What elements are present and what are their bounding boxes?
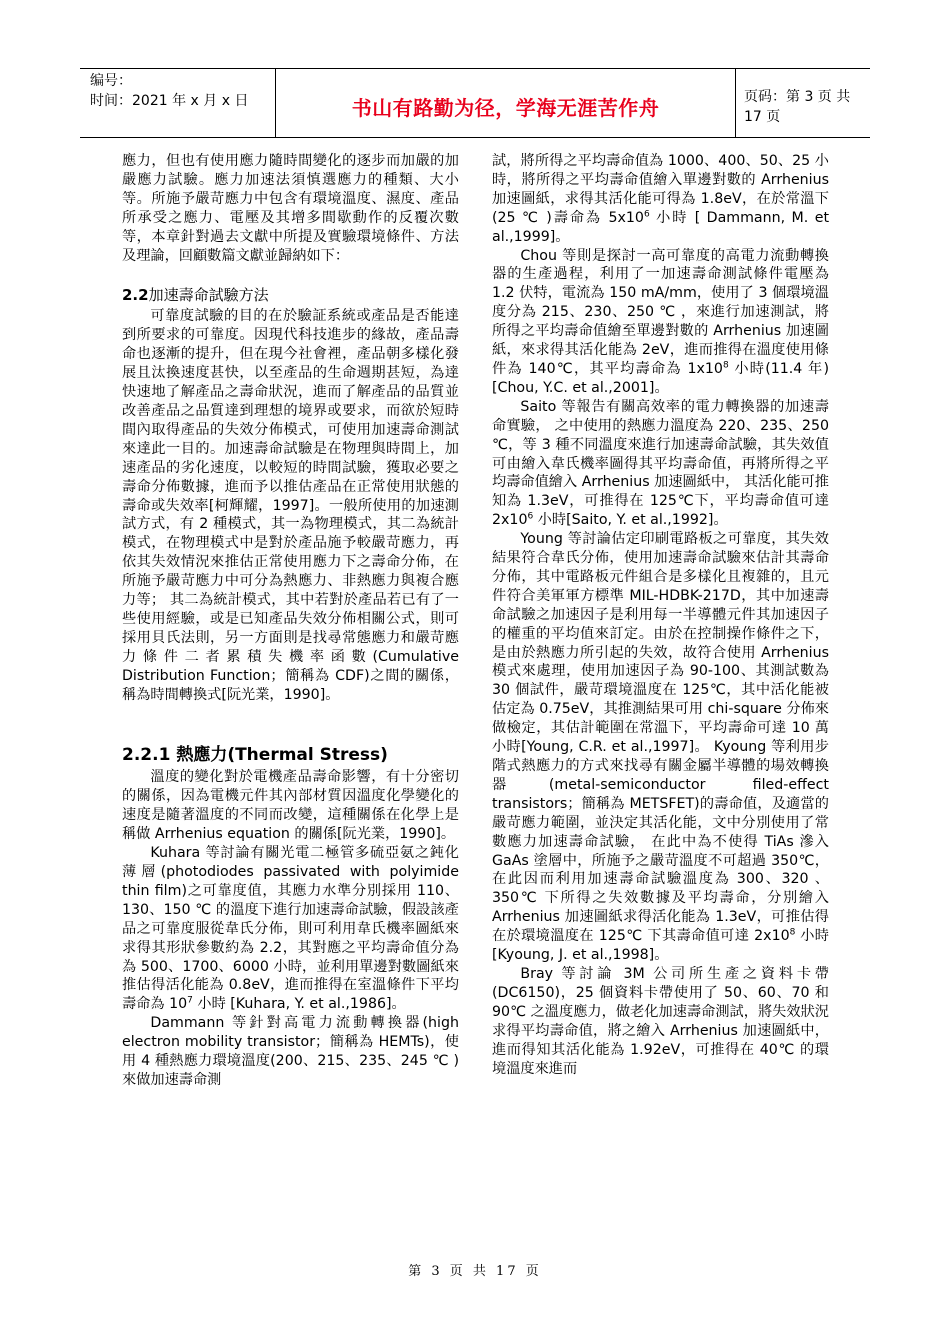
paragraph: 可靠度試驗的目的在於驗証系統或產品是否能達到所要求的可靠度。因現代科技進步的緣故，產品壽命也逐漸的提升，但在現今社會裡，產品朝多樣化發展且汰換速度甚快，以至產品的生命週期甚短，為達快速地了解產品之壽命狀況，進而了解產品的品質並改善產品之品質達到理想的境界或要求，而欲於短時間內取得產品的失效分佈模式，可使用加速壽命測試來達此一目的。加速壽命試驗是在物理與時間上，加速產品的劣化速度，以較短的時間試驗，獲取必要之壽命分佈數據，進而予以推估產品在正常使用狀態的壽命或失效率[柯輝耀，1997]。一般所使用的加速測試方式，有 2 種模式，其一為物理模式，其二為統計模式，在物理模式中是對於產品施予較嚴苛應力，再依其失效情況來推估正常使用應力下之壽命分佈，在所施予嚴苛應力中可分為熱應力、非熱應力與複合應力等； 其二為統計模式，其中若對於產品若已有了一些使用經驗，或是已知產品失效分佈相關公式，則可採用貝氏法則，另一方面則是找尋常態應力和嚴苛應力條件二者累積失機率函數(Cumulative Distribution Function；簡稱為 CDF)之間的關係，稱為時間轉換式[阮光業，1990]。	[122, 308, 459, 703]
text-run: Saito 等報告有關高效率的電力轉換器的加速壽命實驗， 之中使用的熱應力溫度為 220、235、250 ℃，等 3 種不同溫度來進行加速壽命試驗，其失效值可由繪入韋氏機率圖得其平均壽命值，再將所得之平均壽命值繪入 Arrhenius 加速圖紙中， 其活化能可推知為 1.3eV，可推得在 125℃下，平均壽命值可達 2x10	[492, 398, 829, 529]
header-motto: 书山有路勤为径，学海无涯苦作舟	[351, 95, 660, 120]
superscript: 6	[527, 511, 534, 522]
paragraph	[122, 844, 459, 1014]
page-header	[80, 68, 870, 138]
text-run: 小時 [Kuhara, Y. et al.,1986]。	[192, 996, 406, 1013]
document-date: 时间：2021 年 x 月 x 日	[90, 93, 249, 109]
document-number-label: 编号：	[90, 73, 132, 89]
paragraph	[492, 530, 829, 965]
section-number: 2.2	[122, 286, 149, 305]
left-column	[122, 152, 459, 1090]
section-heading-2-2	[122, 285, 459, 305]
text-run: 小時[Saito, Y. et al.,1992]。	[533, 512, 728, 529]
page-footer: 第 3 页 共 17 页	[408, 1264, 542, 1279]
paragraph	[492, 398, 829, 530]
text-run: Kuhara 等討論有關光電二極管多硫亞氨之鈍化薄層(photodiodes passivated with polyimide thin film)之可靠度值，其應力水準分別採用 110、130、150 ℃ 的溫度下進行加速壽命試驗，假設該產品之可靠度服從韋氏分佈，則可利用韋氏機率圖紙來求得其形狀參數約為 2.2，其對應之平均壽命值分為為 500、1700、6000 小時，並利用單邊對數圖紙來推估得活化能為 0.8eV，進而推得在室溫條件下平均壽命為 10	[122, 845, 459, 1013]
text-run: 小時(11.4 年) [Chou, Y.C. et al.,2001]。	[492, 360, 829, 396]
paragraph: Dammann 等針對高電力流動轉換器(high electron mobility transistor；簡稱為 HEMTs)，使用 4 種熱應力環境溫度(200、215、235、245 ℃ )來做加速壽命測	[122, 1015, 459, 1088]
superscript: 8	[789, 927, 796, 938]
paragraph	[492, 247, 829, 398]
paragraph	[492, 152, 829, 247]
paragraph: Bray 等討論 3M 公司所生產之資料卡帶(DC6150)，25 個資料卡帶使用了 50、60、70 和 90℃ 之溫度應力，做老化加速壽命測試，將失效狀況求得平均壽命值，將之繪入 Arrhenius 加速圖紙中，進而得知其活化能為 1.92eV，可推得在 40℃ 的環境溫度來進而	[492, 965, 829, 1077]
section-heading-2-2-1: 2.2.1 熱應力(Thermal Stress)	[122, 745, 388, 766]
paragraph: 應力，但也有使用應力隨時間變化的逐步而加嚴的加嚴應力試驗。應力加速法須慎選應力的種類、大小等。所施予嚴苛應力中包含有環境溫度、濕度、產品所承受之應力、電壓及其增多間歇動作的反覆次數等，本章針對過去文獻中所提及實驗環境條件、方法及理論，回顧數篇文獻並歸納如下：	[122, 153, 459, 264]
text-run: Young 等討論估定印刷電路板之可靠度，其失效結果符合韋氏分佈，使用加速壽命試驗來估計其壽命分佈，其中電路板元件組合是多樣化且複雜的，且元件符合美軍軍方標準 MIL-HDBK-217D，其中加速壽命試驗之加速因子是利用每一半導體元件其加速因子的權重的平均值來訂定。由於在控制操作條件之下，是由於熱應力所引起的失效，故符合使用 Arrhenius 模式來處理，使用加速因子為 90-100、其測試數為 30 個試件，嚴苛環境溫度在 125℃，其中活化能被估定為 0.75eV，其推測結果可用 chi-square 分佈來做檢定，其估計範圍在常溫下，平均壽命可達 10 萬小時[Young, C.R. et al.,1997]。 Kyoung 等利用步階式熱應力的方式來找尋有關金屬半導體的場效轉換器(metal-semiconductor filed-effect transistors；簡稱為 METSFET)的壽命值，及適當的嚴苛應力範圍，並決定其活化能，文中分別使用了常數應力加速壽命試驗， 在此中為不使得 TiAs 滲入 GaAs 塗層中，所施予之嚴苛溫度不可超過 350℃，在此因而利用加速壽命試驗溫度為 300、320 、350℃ 下所得之失效數據及平均壽命，分別繪入 Arrhenius 加速圖紙求得活化能為 1.3eV，可推估得在於環境溫度在 125℃ 下其壽命值可達 2x10	[492, 531, 829, 945]
superscript: 7	[187, 995, 193, 1006]
text-run: Chou 等則是探討一高可靠度的高電力流動轉換器的生產過程，利用了一加速壽命測試條件電壓為 1.2 伏特，電流為 150 mA/mm，使用了 3 個環境溫度分為 215、230、250 ℃ ，來進行加速測試，將所得之平均壽命值繪至單邊對數的 Arrhenius 加速圖紙，來求得其活化能為 2eV，進而推得在溫度使用條件為 140℃，其平均壽命為 1x10	[492, 247, 829, 377]
text-run: 試，將所得之平均壽命值為 1000、400、50、25 小時，將所得之平均壽命值繪入單邊對數的 Arrhenius 加速圖紙，求得其活化能可得為 1.8eV，在於常溫下(25 ℃ )壽命為 5x10	[492, 153, 829, 226]
header-meta	[80, 69, 276, 137]
text-run: 小時 [ Dammann, M. et al.,1999]。	[492, 209, 830, 245]
section-title: 加速壽命試驗方法	[148, 286, 269, 305]
paragraph: 溫度的變化對於電機產品壽命影響，有十分密切的關係，因為電機元件其內部材質因溫度化學變化的速度是隨著溫度的不同而改變，這種關係在化學上是稱做 Arrhenius equation 的關係[阮光業，1990]。	[122, 769, 459, 843]
text-run: 小時[Kyoung, J. et al.,1998]。	[492, 928, 829, 964]
superscript: 8	[722, 360, 729, 371]
superscript: 6	[643, 208, 650, 219]
right-column	[492, 152, 829, 1078]
header-page-info: 页码：第 3 页 共 17 页	[744, 89, 851, 125]
header-motto-cell	[276, 69, 736, 137]
